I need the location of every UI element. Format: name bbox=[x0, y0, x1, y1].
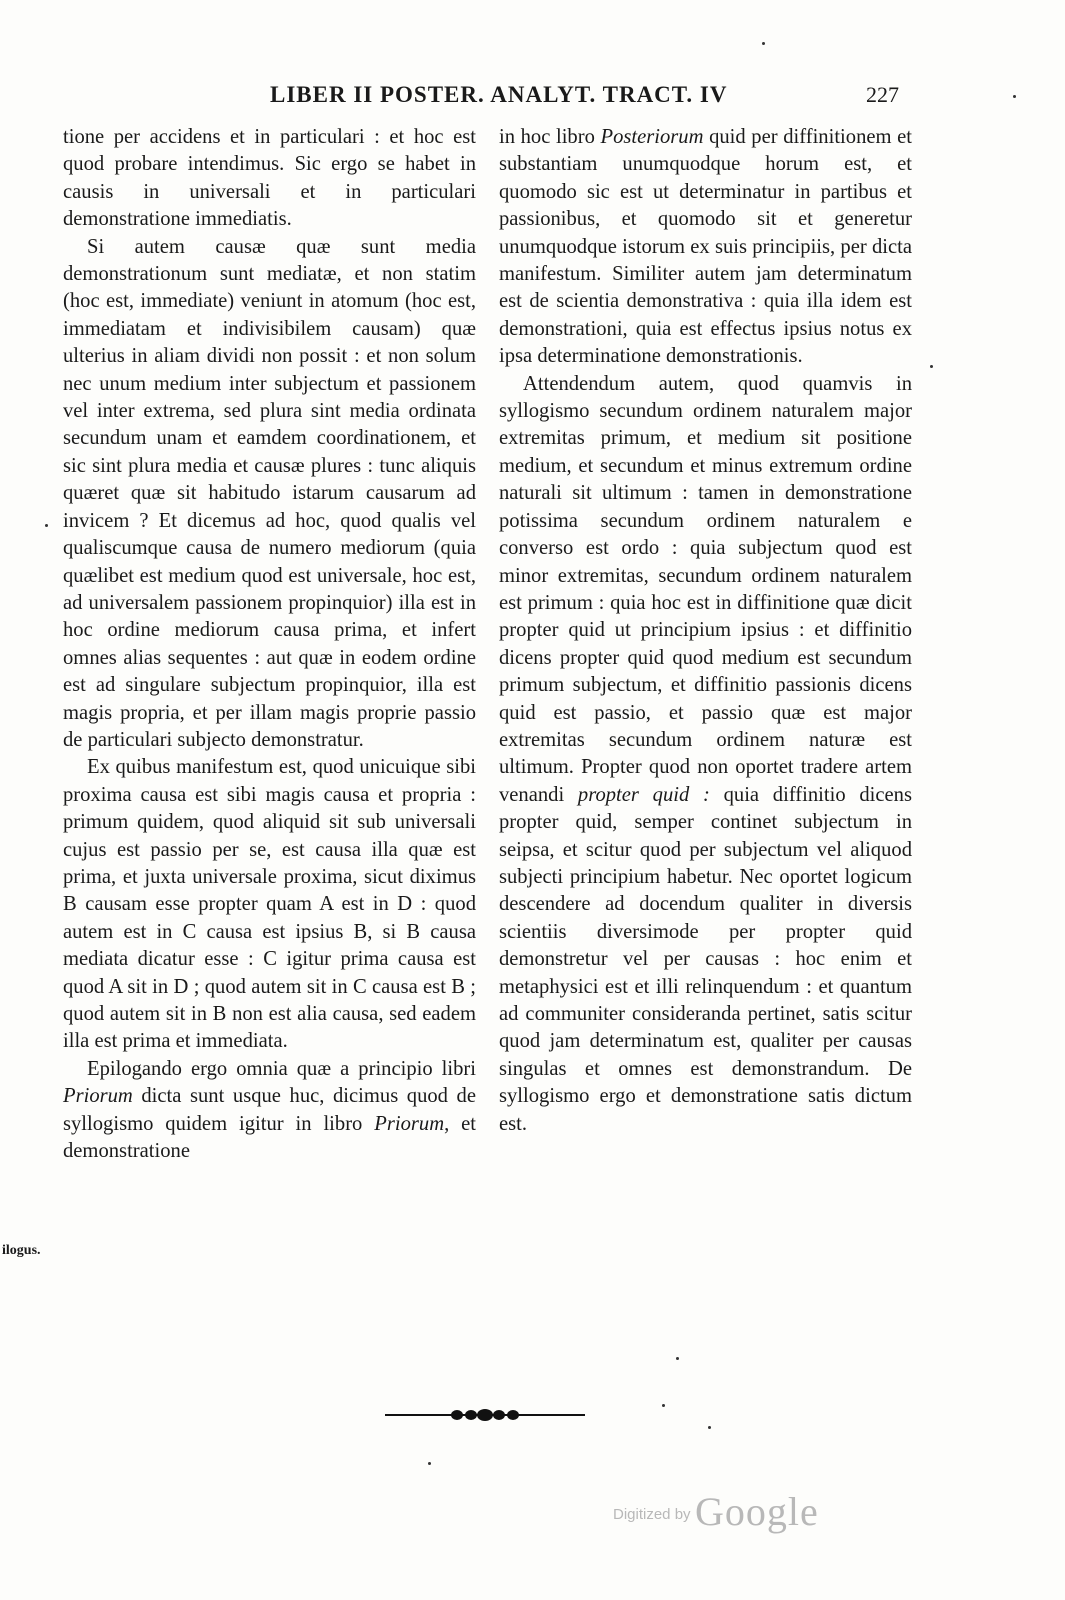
left-p4-start: Epilogando ergo omnia quæ a principio libri bbox=[87, 1057, 476, 1080]
speck-dot bbox=[428, 1462, 431, 1465]
left-paragraph-4 bbox=[63, 1056, 476, 1166]
running-head: LIBER II POSTER. ANALYT. TRACT. IV bbox=[270, 82, 728, 107]
left-paragraph-3: Ex quibus manifestum est, quod unicuique sibi proxima causa est sibi magis causa et propria : primum quidem, quod aliquid sit sub universali cujus est passio per se, est causa illa quæ est prima, et juxta universale proxima, sicut diximus B causam esse propter quam A est in D : quod autem est in C causa est ipsius B, si B causa mediata dicatur esse : C igitur prima causa est quod A sit in D ; quod autem sit in C causa est B ; quod autem sit in B non est alia causa, sed eadem illa est prima et immediata. bbox=[63, 756, 476, 1053]
digitized-watermark bbox=[613, 1488, 819, 1535]
right-p1-end: quid per diffinitionem et substantiam unumquodque horum est, et quomodo sic est ut determinatur in partibus et passionibus, et quomodo sit et generetur unumquodque istorum ex suis principiis, per dicta manifestum. Similiter autem jam determinatum est de scientia demonstrativa : quia illa idem est demonstrationi, quia est effectus ipsius notus ex ipsa determinatione demonstrationis. bbox=[499, 126, 912, 368]
left-column bbox=[63, 124, 476, 1165]
watermark-prefix: Digitized by bbox=[613, 1506, 691, 1523]
speck-dot bbox=[676, 1357, 679, 1360]
speck-dot bbox=[45, 524, 48, 527]
left-p4-end: , et demonstratione bbox=[63, 1112, 476, 1163]
right-column bbox=[499, 124, 912, 1138]
right-p2-start: Attendendum autem, quod quamvis in syllogismo secundum ordinem naturalem major extremitas primum, et medium sit positione medium, et secundum et minus extremum ordine naturali sit ultimum : tamen in demonstratione potissima secundum ordinem naturalem e converso est ordo : quia subjectum quod est minor extremitas, secundum ordinem naturalem est primum : quia hoc est in diffinitione quæ dicit propter quid ut principium ipsius : et diffinitio dicens propter quid quod medium est secundum primum subjectum, et diffinitio passionis dicens quid est passio, et passio quæ est major extremitas secundum ordinem naturæ est ultimum. Propter quod non oportet tradere artem venandi bbox=[499, 372, 912, 806]
speck-dot bbox=[662, 1404, 665, 1407]
right-p2-italic: propter quid : bbox=[577, 783, 710, 806]
right-paragraph-1 bbox=[499, 124, 912, 371]
speck-dot bbox=[1013, 95, 1016, 98]
left-p4-mid: dicta sunt usque huc, dicimus quod de syllogismo quidem igitur in libro bbox=[63, 1085, 476, 1135]
google-logo: Google bbox=[695, 1489, 819, 1534]
left-paragraph-2: Si autem causæ quæ sunt media demonstrationum sunt mediatæ, et non statim (hoc est, immediate) veniunt in atomum (hoc est, immediatam et indivisibilem causam) quæ ulterius in aliam dividi non possit : et non solum nec unum medium inter subjectum et passionem vel inter extrema, sed plura sint media ordinata secundum unam et eamdem coordinationem, et sic sint plura media et causæ plures : tunc aliquis quæret quæ sit habitudo istarum causarum ad invicem ? Et dicemus ad hoc, quod qualis vel qualiscumque causa de numero mediorum (quia quælibet est medium quod est universale, hoc est, ad universalem passionem propinquior) illa est in hoc ordine mediorum causa prima, et infert omnes alias sequentes : aut quæ in eodem ordine est ad singulare subjectum propinquior, illa est magis propria, et per illam magis proprie passio de particulari subjecto demonstratur. bbox=[63, 235, 476, 751]
left-p4-italic-2: Priorum bbox=[374, 1112, 445, 1135]
right-p2-end: quia diffinitio dicens propter quid, semper continet subjectum in seipsa, et scitur quod per subjectum vel aliquod subjecti principium habetur. Nec oportet logicum descendere ad docendum qualiter in diversis scientiis diversimode per propter quid demonstretur vel per causas : hoc enim et metaphysici est et illi relinquendum : et quantum ad communiter consideranda pertinet, satis scitur quod jam determinatum est, qualiter per causas singulas et omnes est demonstrandum. De syllogismo ergo et demonstratione satis dictum est. bbox=[499, 783, 912, 1135]
margin-note: ilogus. bbox=[2, 1243, 41, 1258]
right-paragraph-2 bbox=[499, 371, 912, 1138]
left-paragraph-1: tione per accidens et in particulari : et hoc est quod probare intendimus. Sic ergo se habet in causis in universali et in particulari demonstratione immediatis. bbox=[63, 126, 476, 231]
right-p1-start: in hoc libro bbox=[499, 126, 601, 148]
page-number: 227 bbox=[866, 82, 899, 107]
speck-dot bbox=[708, 1426, 711, 1429]
right-p1-italic: Posteriorum bbox=[600, 126, 704, 148]
left-p4-italic-1: Priorum bbox=[63, 1085, 133, 1108]
ornament-divider bbox=[385, 1408, 585, 1422]
speck-dot bbox=[762, 42, 765, 45]
speck-dot bbox=[930, 365, 933, 368]
